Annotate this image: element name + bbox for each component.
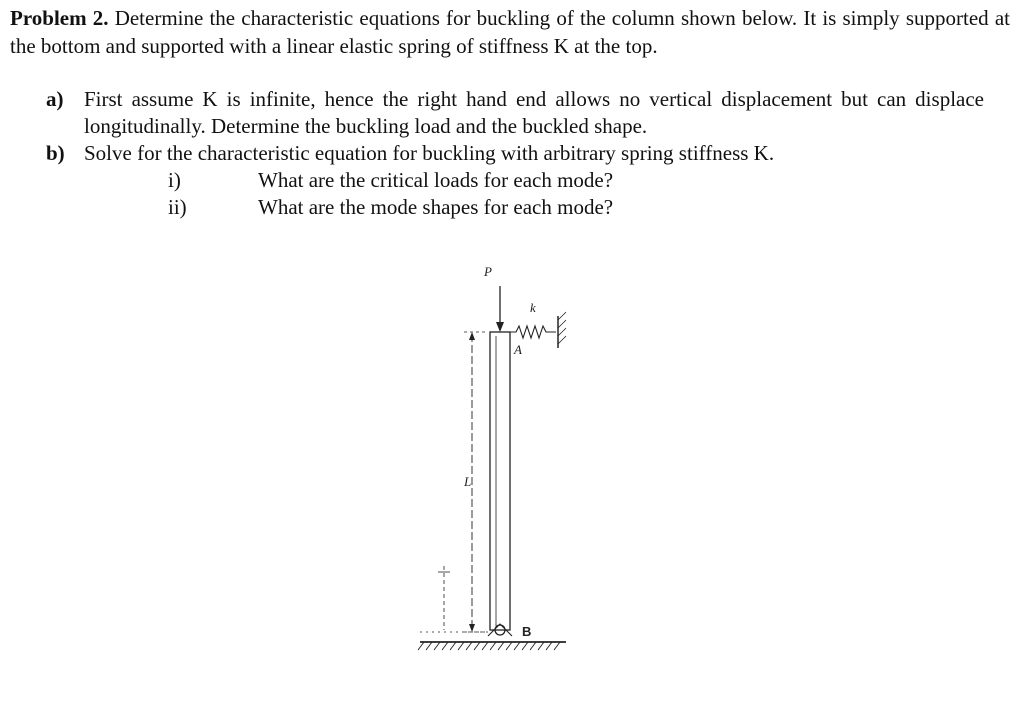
subpart-i-label: i) xyxy=(168,168,181,192)
part-a-label: a) xyxy=(46,87,64,111)
subpart-ii-label: ii) xyxy=(168,195,187,219)
subpart-ii-text: What are the mode shapes for each mode? xyxy=(258,195,614,219)
point-a-label: A xyxy=(514,342,522,357)
column-diagram xyxy=(380,250,600,670)
part-a-text: First assume K is infinite, hence the right hand end allows no vertical displacement but can displace longitudinally. Determine the buckling load and the buckled shape. xyxy=(84,87,984,138)
part-b-text: Solve for the characteristic equation for buckling with arbitrary spring stiffness K. xyxy=(84,141,775,165)
column xyxy=(490,332,510,630)
problem-text: Determine the characteristic equations for buckling of the column shown below. It is simply supported at the bottom and supported with a linear elastic spring of stiffness K at the top. xyxy=(10,6,1010,58)
part-b-label: b) xyxy=(46,141,65,165)
spring-label: k xyxy=(530,300,536,315)
point-b-label: B xyxy=(522,624,532,639)
spring xyxy=(510,326,556,338)
length-label: L xyxy=(464,474,472,489)
load-label: P xyxy=(484,264,492,279)
problem-number: Problem 2. xyxy=(10,6,109,30)
problem-statement xyxy=(10,4,1010,60)
subpart-i-text: What are the critical loads for each mode? xyxy=(258,168,614,192)
